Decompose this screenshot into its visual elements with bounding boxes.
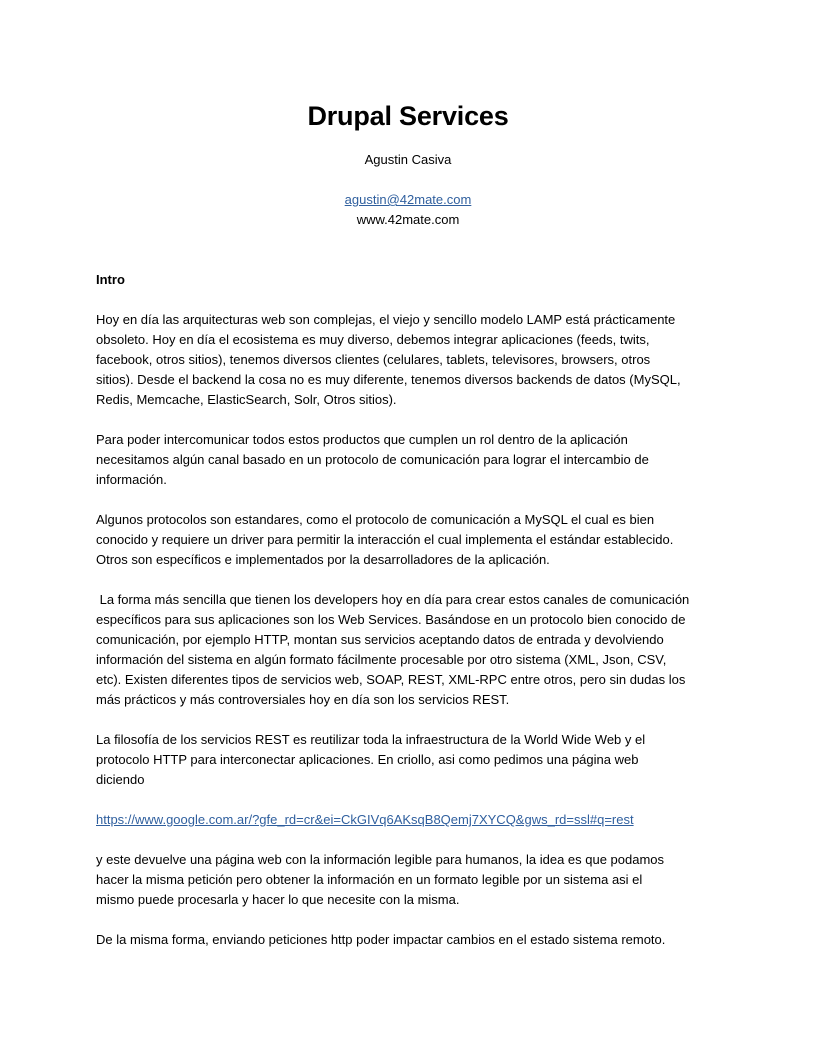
- paragraph-3: [96, 510, 720, 570]
- author-email-line: [96, 190, 720, 210]
- document-page: [96, 96, 720, 950]
- paragraph-line: facebook, otros sitios), tenemos diversos clientes (celulares, tablets, televisores, browsers, otros: [96, 352, 651, 367]
- paragraph-line: conocido y requiere un driver para permitir la interacción el cual implementa el estándar establecido.: [96, 532, 674, 547]
- paragraph-line: y este devuelve una página web con la información legible para humanos, la idea es que podamos: [96, 852, 665, 867]
- paragraph-2: [96, 430, 720, 490]
- paragraph-line: etc). Existen diferentes tipos de servicios web, SOAP, REST, XML-RPC entre otros, pero sin dudas los: [96, 672, 686, 687]
- example-url-line: [96, 810, 720, 830]
- paragraph-line: De la misma forma, enviando peticiones http poder impactar cambios en el estado sistema remoto.: [96, 932, 666, 947]
- paragraph-line: Para poder intercomunicar todos estos productos que cumplen un rol dentro de la aplicación: [96, 432, 628, 447]
- author-email-link[interactable]: agustin@42mate.com: [344, 192, 472, 207]
- paragraph-line: diciendo: [96, 772, 145, 787]
- section-heading-intro: Intro: [96, 272, 125, 287]
- paragraph-line: información del sistema en algún formato fácilmente procesable por otro sistema (XML, Json, CSV,: [96, 652, 667, 667]
- paragraph-line: mismo puede procesarla y hacer lo que necesite con la misma.: [96, 892, 460, 907]
- paragraph-line: más prácticos y más controversiales hoy en día son los servicios REST.: [96, 692, 510, 707]
- paragraph-line: comunicación, por ejemplo HTTP, montan sus servicios aceptando datos de entrada y devolviendo: [96, 632, 664, 647]
- paragraph-1: [96, 310, 720, 410]
- paragraph-line: La forma más sencilla que tienen los developers hoy en día para crear estos canales de comunicación: [96, 592, 690, 607]
- paragraph-line: Otros son específicos e implementados por la desarrolladores de la aplicación.: [96, 552, 550, 567]
- paragraph-line: La filosofía de los servicios REST es reutilizar toda la infraestructura de la World Wide Web y el: [96, 732, 646, 747]
- paragraph-5: [96, 730, 720, 790]
- paragraph-line: protocolo HTTP para interconectar aplicaciones. En criollo, asi como pedimos una página web: [96, 752, 639, 767]
- example-url-link[interactable]: https://www.google.com.ar/?gfe_rd=cr&ei=CkGIVq6AKsqB8Qemj7XYCQ&gws_rd=ssl#q=rest: [96, 812, 634, 827]
- paragraph-6: [96, 850, 720, 910]
- paragraph-line: Hoy en día las arquitecturas web son complejas, el viejo y sencillo modelo LAMP está prácticamente: [96, 312, 676, 327]
- website-text: www.42mate.com: [356, 212, 460, 227]
- paragraph-line: Redis, Memcache, ElasticSearch, Solr, Otros sitios).: [96, 392, 397, 407]
- author-name: Agustin Casiva: [364, 152, 452, 167]
- paragraph-line: específicos para sus aplicaciones son los Web Services. Basándose en un protocolo bien conocido de: [96, 612, 686, 627]
- paragraph-line: información.: [96, 472, 167, 487]
- paragraph-line: necesitamos algún canal basado en un protocolo de comunicación para lograr el intercambio de: [96, 452, 649, 467]
- paragraph-line: hacer la misma petición pero obtener la información en un formato legible por un sistema asi el: [96, 872, 643, 887]
- document-title: Drupal Services: [307, 101, 509, 131]
- paragraph-line: obsoleto. Hoy en día el ecosistema es muy diverso, debemos integrar aplicaciones (feeds, twits,: [96, 332, 650, 347]
- paragraph-line: Algunos protocolos son estandares, como el protocolo de comunicación a MySQL el cual es bien: [96, 512, 655, 527]
- paragraph-7: [96, 930, 720, 950]
- paragraph-line: sitios). Desde el backend la cosa no es muy diferente, tenemos diversos backends de datos (MySQL,: [96, 372, 681, 387]
- paragraph-4: [96, 590, 720, 710]
